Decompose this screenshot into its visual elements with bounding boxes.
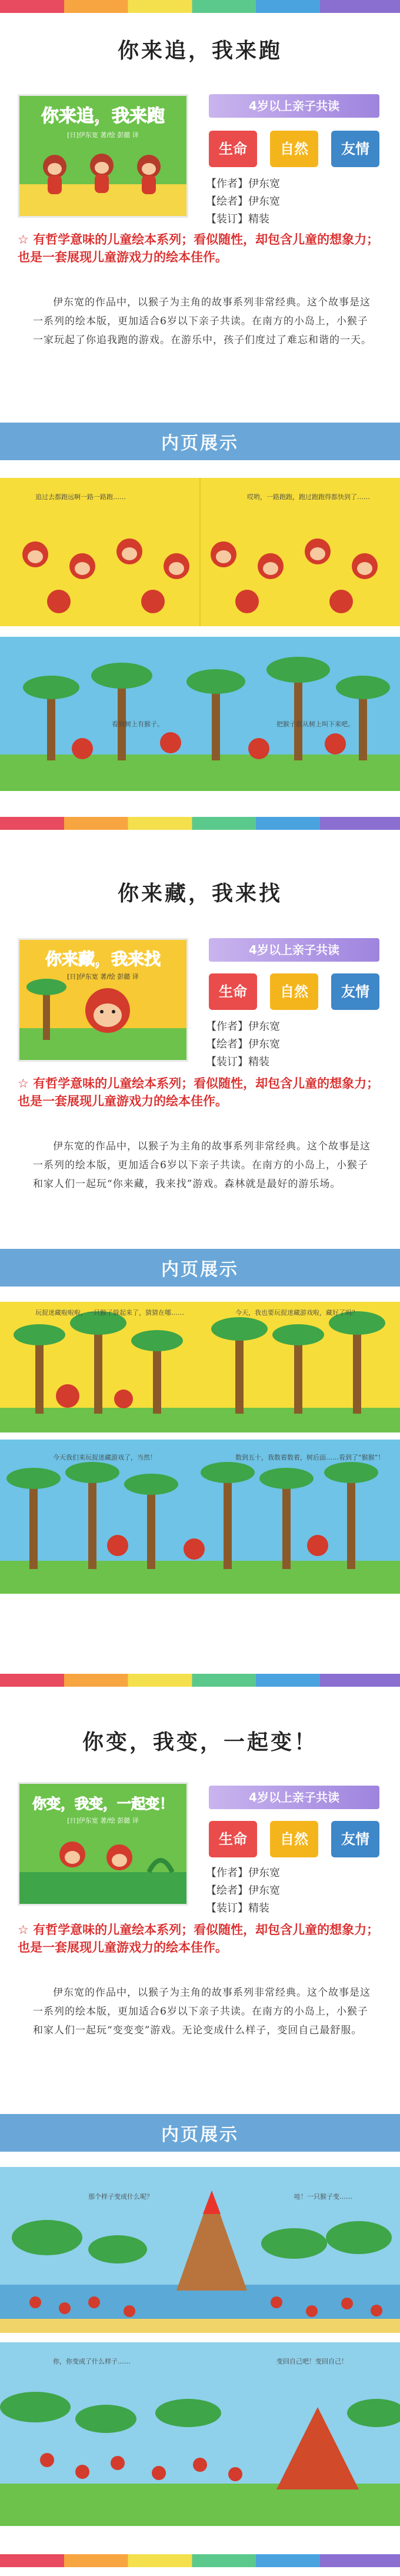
- book-section-2: [0, 847, 400, 1707]
- cover-subtitle: [日]伊东宽 著/绘 彭懿 译: [67, 1817, 139, 1824]
- page-text: 你，你变成了什么样子……: [53, 2358, 131, 2365]
- inner-pages-title: 内页展示: [161, 2125, 239, 2145]
- page-text: 玩捉迷藏啦啦啦，一只猴子躲起来了，猜猜在哪……: [35, 1309, 184, 1317]
- inner-pages-title: 内页展示: [161, 433, 239, 454]
- page-text: 今天我们来玩捉迷藏游戏了，当然！: [53, 1454, 156, 1461]
- tag-life: 生命: [209, 131, 257, 167]
- illustrator-line: 【绘者】伊东宽: [206, 195, 280, 208]
- rainbow-divider: [0, 817, 400, 830]
- page-text: 哇！一只猴子变……: [294, 2193, 352, 2201]
- binding-line: 【装订】精装: [206, 1902, 269, 1914]
- book-title: 你来藏，我来找: [117, 882, 282, 906]
- tag-life: 生命: [209, 1821, 257, 1857]
- page-text: 哎哟，一路跑跑，跑过跑跑得都快到了……: [247, 493, 370, 501]
- author-line: 【作者】伊东宽: [206, 1021, 280, 1033]
- tag-nature: 自然: [270, 1821, 318, 1857]
- tag-friendship: 友情: [331, 973, 379, 1010]
- illustrator-line: 【绘者】伊东宽: [206, 1038, 280, 1051]
- inner-page-spread: [0, 478, 400, 626]
- book-description: 伊东宽的作品中，以猴子为主角的故事系列非常经典。这个故事是这一系列的绘本版，更加适合6岁以下亲子共读。在南方的小岛上，小猴子和家人们一起玩“变变变”游戏。无论变成什么样子，变回自己最舒服。: [33, 1987, 371, 2036]
- inner-page-spread: [0, 2342, 400, 2526]
- page-text: 那个样子变成什么呢？: [88, 2193, 153, 2201]
- tag-nature: 自然: [270, 131, 318, 167]
- inner-page-spread: [0, 1440, 400, 1594]
- inner-page-spread: [0, 2167, 400, 2333]
- book-cover-image: [18, 938, 188, 1062]
- page-text: 数到五十，我数着数着，树后面……看到了“猴猴”！: [235, 1454, 385, 1461]
- rainbow-divider: [0, 1674, 400, 1687]
- inner-pages-banner: [0, 1249, 400, 1287]
- illustrator-line: 【绘者】伊东宽: [206, 1884, 280, 1897]
- cover-subtitle: [日]伊东宽 著/绘 彭懿 译: [67, 973, 139, 980]
- page-text: 把猴子都从树上叫下来吧。: [276, 720, 354, 728]
- age-badge: 4岁以上亲子共读: [209, 1786, 379, 1809]
- book-info: [206, 1864, 280, 1917]
- cover-title: 你来藏，我来找: [45, 949, 161, 969]
- book-title: 你来追，我来跑: [117, 39, 282, 63]
- tag-friendship: 友情: [331, 1821, 379, 1857]
- age-badge: 4岁以上亲子共读: [209, 938, 379, 962]
- series-tagline: ☆ 有哲学意味的儿童绘本系列；看似随性，却包含儿童的想象力；也是一套展现儿童游戏力的绘本佳作。: [18, 232, 379, 264]
- author-line: 【作者】伊东宽: [206, 1867, 280, 1879]
- inner-page-spread: [0, 1302, 400, 1432]
- inner-pages-banner: [0, 423, 400, 460]
- page-text: 追过去都跑远啊一路一路跑……: [35, 493, 126, 501]
- book-description: 伊东宽的作品中，以猴子为主角的故事系列非常经典。这个故事是这一系列的绘本版，更加适合6岁以下亲子共读。在南方的小岛上，小猴子和家人们一起玩“你来藏，我来找”游戏。森林就是最好的游乐场。: [33, 1141, 371, 1190]
- page-text: 变回自己吧！变回自己！: [276, 2358, 348, 2365]
- page-text: 今天，我也要玩捉迷藏游戏啦，藏好了吗？: [235, 1309, 358, 1317]
- series-tagline: ☆ 有哲学意味的儿童绘本系列；看似随性，却包含儿童的想象力；也是一套展现儿童游戏力的绘本佳作。: [18, 1923, 379, 1955]
- book-info: [206, 175, 280, 228]
- book-section-3: [0, 1707, 400, 2576]
- book-description: 伊东宽的作品中，以猴子为主角的故事系列非常经典。这个故事是这一系列的绘本版，更加适合6岁以下亲子共读。在南方的小岛上，小猴子一家玩起了你追我跑的游戏。在游乐中，孩子们度过了难忘和谐的一天。: [33, 297, 372, 346]
- rainbow-divider: [0, 0, 400, 13]
- binding-line: 【装订】精装: [206, 1056, 269, 1068]
- book-info: [206, 1018, 280, 1071]
- binding-line: 【装订】精装: [206, 213, 269, 225]
- book-cover-image: [18, 1782, 188, 1906]
- cover-subtitle: [日]伊东宽 著/绘 彭懿 译: [67, 131, 139, 139]
- inner-pages-title: 内页展示: [161, 1259, 239, 1280]
- author-line: 【作者】伊东宽: [206, 178, 280, 190]
- page-text: 看到树上有猴子。: [112, 720, 164, 728]
- inner-page-spread: [0, 637, 400, 791]
- tag-friendship: 友情: [331, 131, 379, 167]
- tag-life: 生命: [209, 973, 257, 1010]
- inner-pages-banner: [0, 2114, 400, 2152]
- cover-title: 你来追，我来跑: [41, 106, 165, 127]
- book-cover-image: [18, 94, 188, 218]
- cover-title: 你变，我变，一起变！: [32, 1796, 174, 1812]
- tag-nature: 自然: [270, 973, 318, 1010]
- series-tagline: ☆ 有哲学意味的儿童绘本系列；看似随性，却包含儿童的想象力；也是一套展现儿童游戏力的绘本佳作。: [18, 1076, 379, 1108]
- age-badge: 4岁以上亲子共读: [209, 94, 379, 118]
- book-section-1: [0, 0, 400, 847]
- book-title: 你变，我变，一起变！: [82, 1730, 318, 1754]
- rainbow-divider: [0, 2554, 400, 2567]
